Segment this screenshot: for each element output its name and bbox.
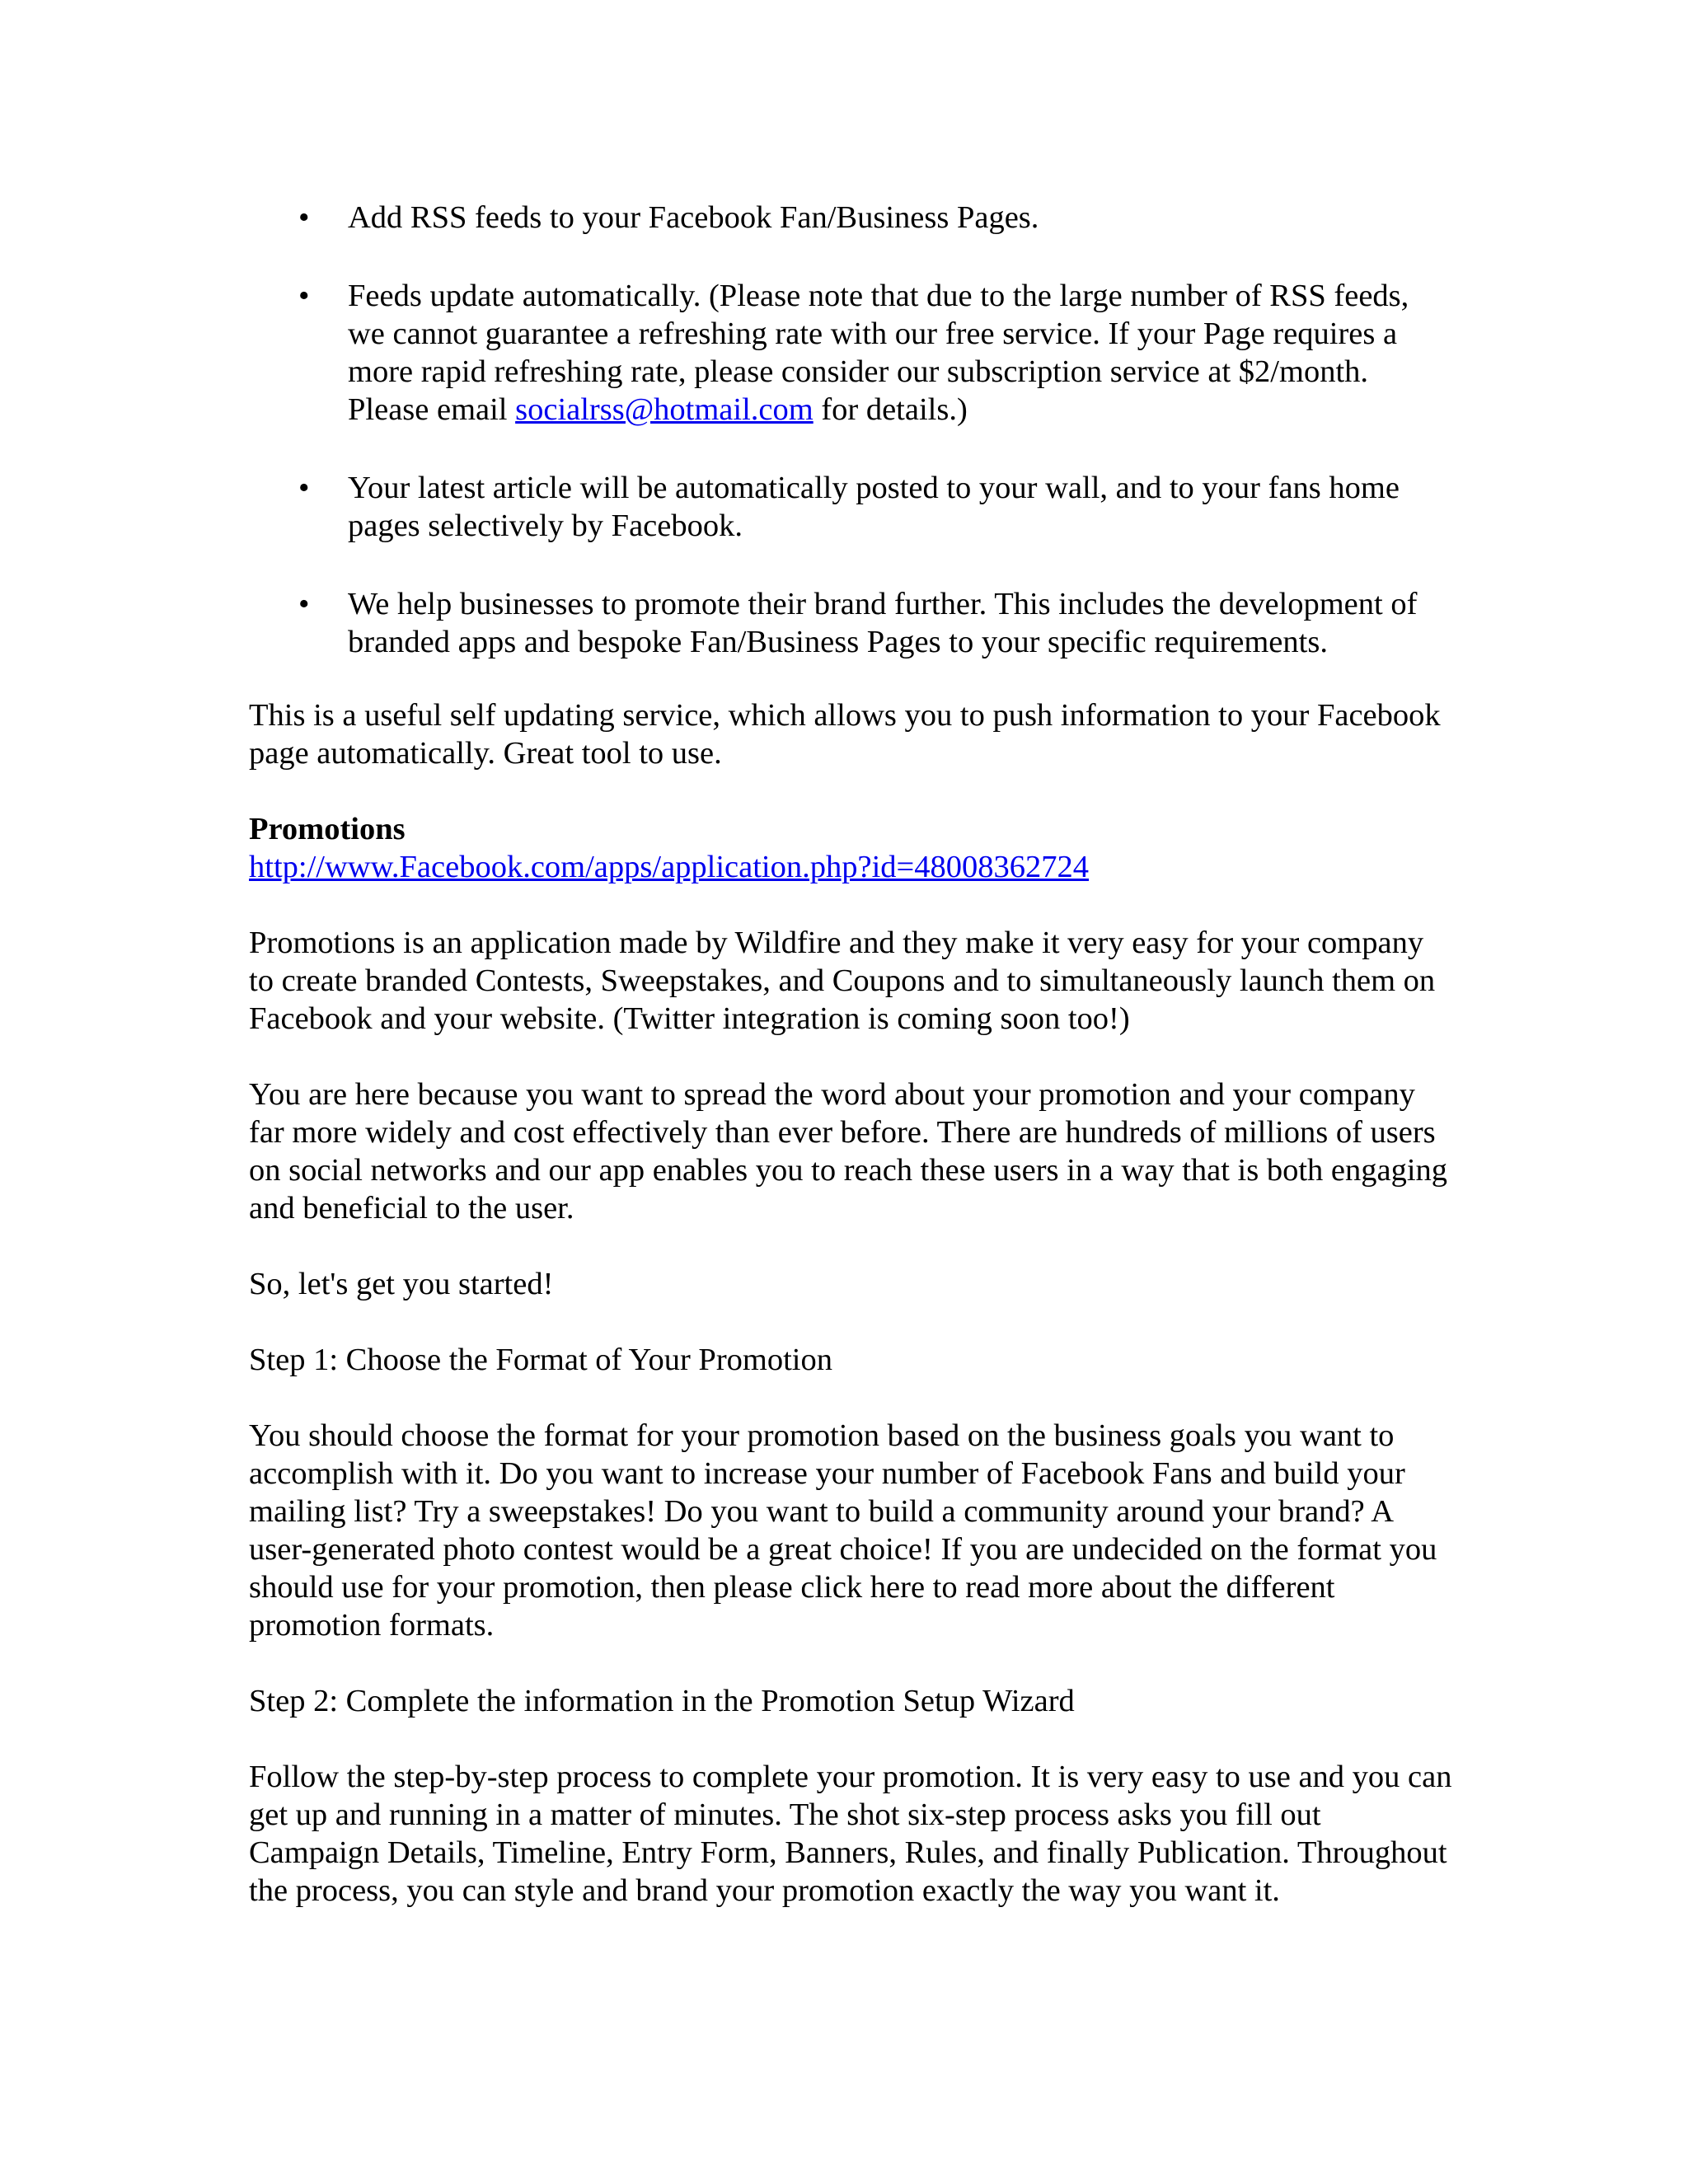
feature-bullet-list: [249, 199, 1452, 661]
document-content: [249, 199, 1452, 1947]
promotions-app-link[interactable]: http://www.Facebook.com/apps/application.php?id=48008362724: [249, 850, 1089, 884]
bullet-item: [249, 277, 1452, 429]
bullet-item: [249, 585, 1452, 661]
promotions-paragraph: You should choose the format for your promotion based on the business goals you want to accomplish with it. Do you want to increase your number of Facebook Fans and build your mailing list? Try a sweepstakes! Do you want to build a community around your brand? A user-generated photo contest would be a great choice! If you are undecided on the format you should use for your promotion, then please click here to read more about the different promotion formats.: [249, 1418, 1437, 1643]
bullet-text: for details.): [813, 392, 968, 427]
bullet-icon: •: [298, 200, 310, 235]
promotions-paragraph: So, let's get you started!: [249, 1267, 554, 1301]
step-heading: Step 1: Choose the Format of Your Promotion: [249, 1343, 833, 1377]
bullet-item: [249, 469, 1452, 545]
section-heading-promotions: Promotions: [249, 812, 406, 846]
summary-paragraph: This is a useful self updating service, which allows you to push information to your Facebook page automatically. Great tool to use.: [249, 698, 1441, 771]
promotions-paragraph: Promotions is an application made by Wildfire and they make it very easy for your company to create branded Contests, Sweepstakes, and Coupons and to simultaneously launch them on Facebook and your website. (Twitter integration is coming soon too!): [249, 926, 1436, 1036]
bullet-text: Add RSS feeds to your Facebook Fan/Business Pages.: [348, 200, 1039, 235]
bullet-icon: •: [298, 587, 310, 621]
promotions-paragraph: Follow the step-by-step process to complete your promotion. It is very easy to use and you can get up and running in a matter of minutes. The shot six-step process asks you fill out Campaign Details, Timeline, Entry Form, Banners, Rules, and finally Publication. Throughout the process, you can style and brand your promotion exactly the way you want it.: [249, 1760, 1452, 1908]
step-heading: Step 2: Complete the information in the Promotion Setup Wizard: [249, 1684, 1075, 1718]
promotions-paragraph: You are here because you want to spread the word about your promotion and your company far more widely and cost effectively than ever before. There are hundreds of millions of users on social networks and our app enables you to reach these users in a way that is both engaging and beneficial to the user.: [249, 1077, 1448, 1226]
bullet-icon: •: [298, 279, 310, 313]
bullet-text: We help businesses to promote their brand further. This includes the development of branded apps and bespoke Fan/Business Pages to your specific requirements.: [348, 587, 1418, 659]
bullet-item: [249, 199, 1452, 237]
email-link[interactable]: socialrss@hotmail.com: [515, 392, 814, 427]
bullet-text: Your latest article will be automatically posted to your wall, and to your fans home pages selectively by Facebook.: [348, 471, 1400, 543]
bullet-icon: •: [298, 471, 310, 505]
bullet-text: Feeds update automatically. (Please note that due to the large number of RSS feeds, we cannot guarantee a refreshing rate with our free service. If your Page requires a more rapid refreshing rate, please consider our subscription service at $2/month. Please email: [348, 279, 1409, 427]
